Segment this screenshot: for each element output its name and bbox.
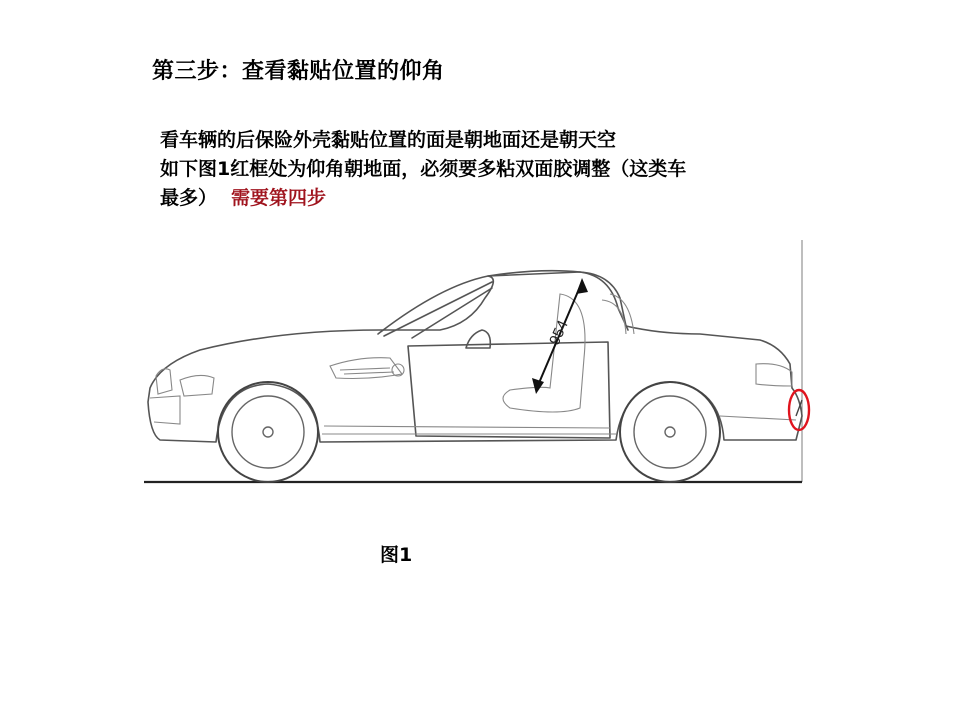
car-line-drawing <box>140 238 812 488</box>
rear-wheel <box>620 382 720 482</box>
dimension-label: 954 <box>546 317 572 348</box>
highlight-ellipse <box>789 390 809 430</box>
car-side-diagram <box>140 238 812 488</box>
side-vent <box>330 358 402 379</box>
slide-title: 第三步：查看黏贴位置的仰角 <box>152 59 445 84</box>
instruction-line-3 <box>160 184 840 213</box>
instruction-line-1: 看车辆的后保险外壳黏贴位置的面是朝地面还是朝天空 <box>160 129 617 151</box>
sill-line <box>322 426 616 434</box>
rear-bumper <box>720 364 796 420</box>
car-body-outline <box>148 272 802 442</box>
figure-caption: 图1 <box>380 544 413 566</box>
seat <box>503 294 585 412</box>
emphasis-text: 需要第四步 <box>231 187 327 209</box>
soft-top <box>378 271 628 334</box>
headlight <box>180 375 214 396</box>
roll-bar <box>602 294 634 334</box>
front-bumper <box>150 369 180 424</box>
instruction-line-3-text: 最多） <box>160 187 218 209</box>
instruction-line-2: 如下图1红框处为仰角朝地面，必须要多粘双面胶调整（这类车 <box>160 158 687 180</box>
front-wheel <box>218 382 318 482</box>
instruction-text <box>160 126 840 213</box>
